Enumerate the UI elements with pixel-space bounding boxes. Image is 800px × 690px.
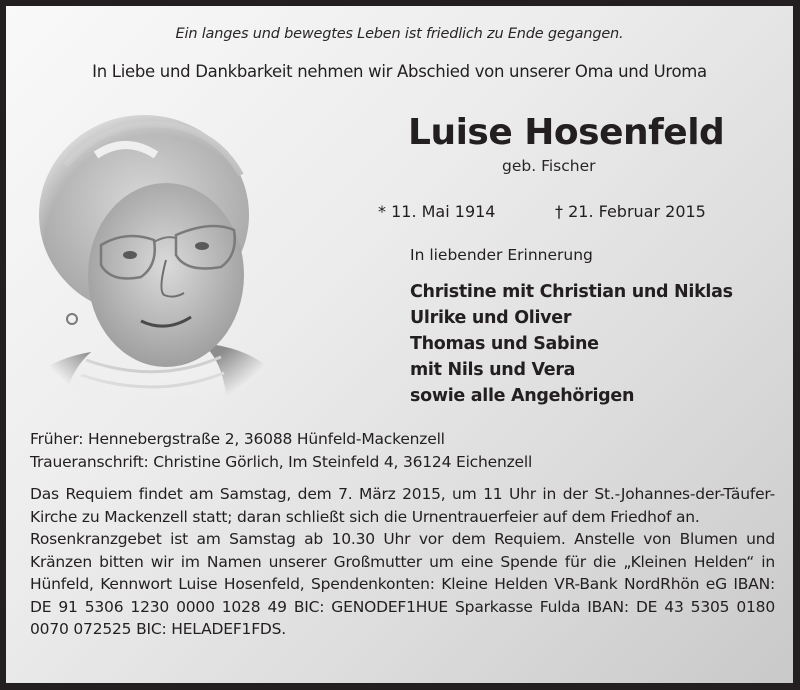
- mourners-list: [410, 279, 733, 409]
- maiden-name: geb. Fischer: [502, 157, 596, 175]
- farewell-subtitle: In Liebe und Dankbarkeit nehmen wir Abschied von unserer Oma und Uroma: [92, 62, 707, 81]
- mourner-line: sowie alle Angehörigen: [410, 386, 635, 406]
- deceased-name: Luise Hosenfeld: [408, 112, 725, 153]
- mourner-line: Ulrike und Oliver: [410, 308, 572, 328]
- mourner-line: Christine mit Christian und Niklas: [410, 282, 733, 302]
- service-details: [30, 483, 775, 641]
- memory-label: In liebender Erinnerung: [410, 246, 593, 264]
- obituary-card: [6, 6, 793, 683]
- mourner-line: mit Nils und Vera: [410, 360, 576, 380]
- requiem-paragraph: Das Requiem findet am Samstag, dem 7. März 2015, um 11 Uhr in der St.-Johannes-der-Täufer-Kirche zu Mackenzell statt; daran schließt sich die Urnentrauerfeier auf dem Friedhof an.: [30, 485, 775, 526]
- mourning-address: Traueranschrift: Christine Görlich, Im Steinfeld 4, 36124 Eichenzell: [30, 452, 533, 471]
- birth-date: * 11. Mai 1914: [378, 202, 496, 221]
- former-address: Früher: Hennebergstraße 2, 36088 Hünfeld-Mackenzell: [30, 430, 445, 448]
- mourner-line: Thomas und Sabine: [410, 334, 599, 354]
- address-block: [30, 428, 532, 473]
- portrait-photo: [6, 95, 306, 401]
- death-date: † 21. Februar 2015: [555, 202, 706, 221]
- donation-paragraph: Rosenkranzgebet ist am Samstag ab 10.30 Uhr vor dem Requiem. Anstelle von Blumen und Kränzen bitten wir im Namen unserer Großmutter um eine Spende für die „Kleinen Helden“ in Hünfeld, Kennwort Luise Hosenfeld, Spendenkonten: Kleine Helden VR-Bank NordRhön eG IBAN: DE 91 5306 1230 0000 1028 49 BIC: GENODEF1HUE Sparkasse Fulda IBAN: DE 43 5305 0180 0070 072525 BIC: HELADEF1FDS.: [30, 530, 775, 638]
- tagline: Ein langes und bewegtes Leben ist friedlich zu Ende gegangen.: [175, 26, 624, 42]
